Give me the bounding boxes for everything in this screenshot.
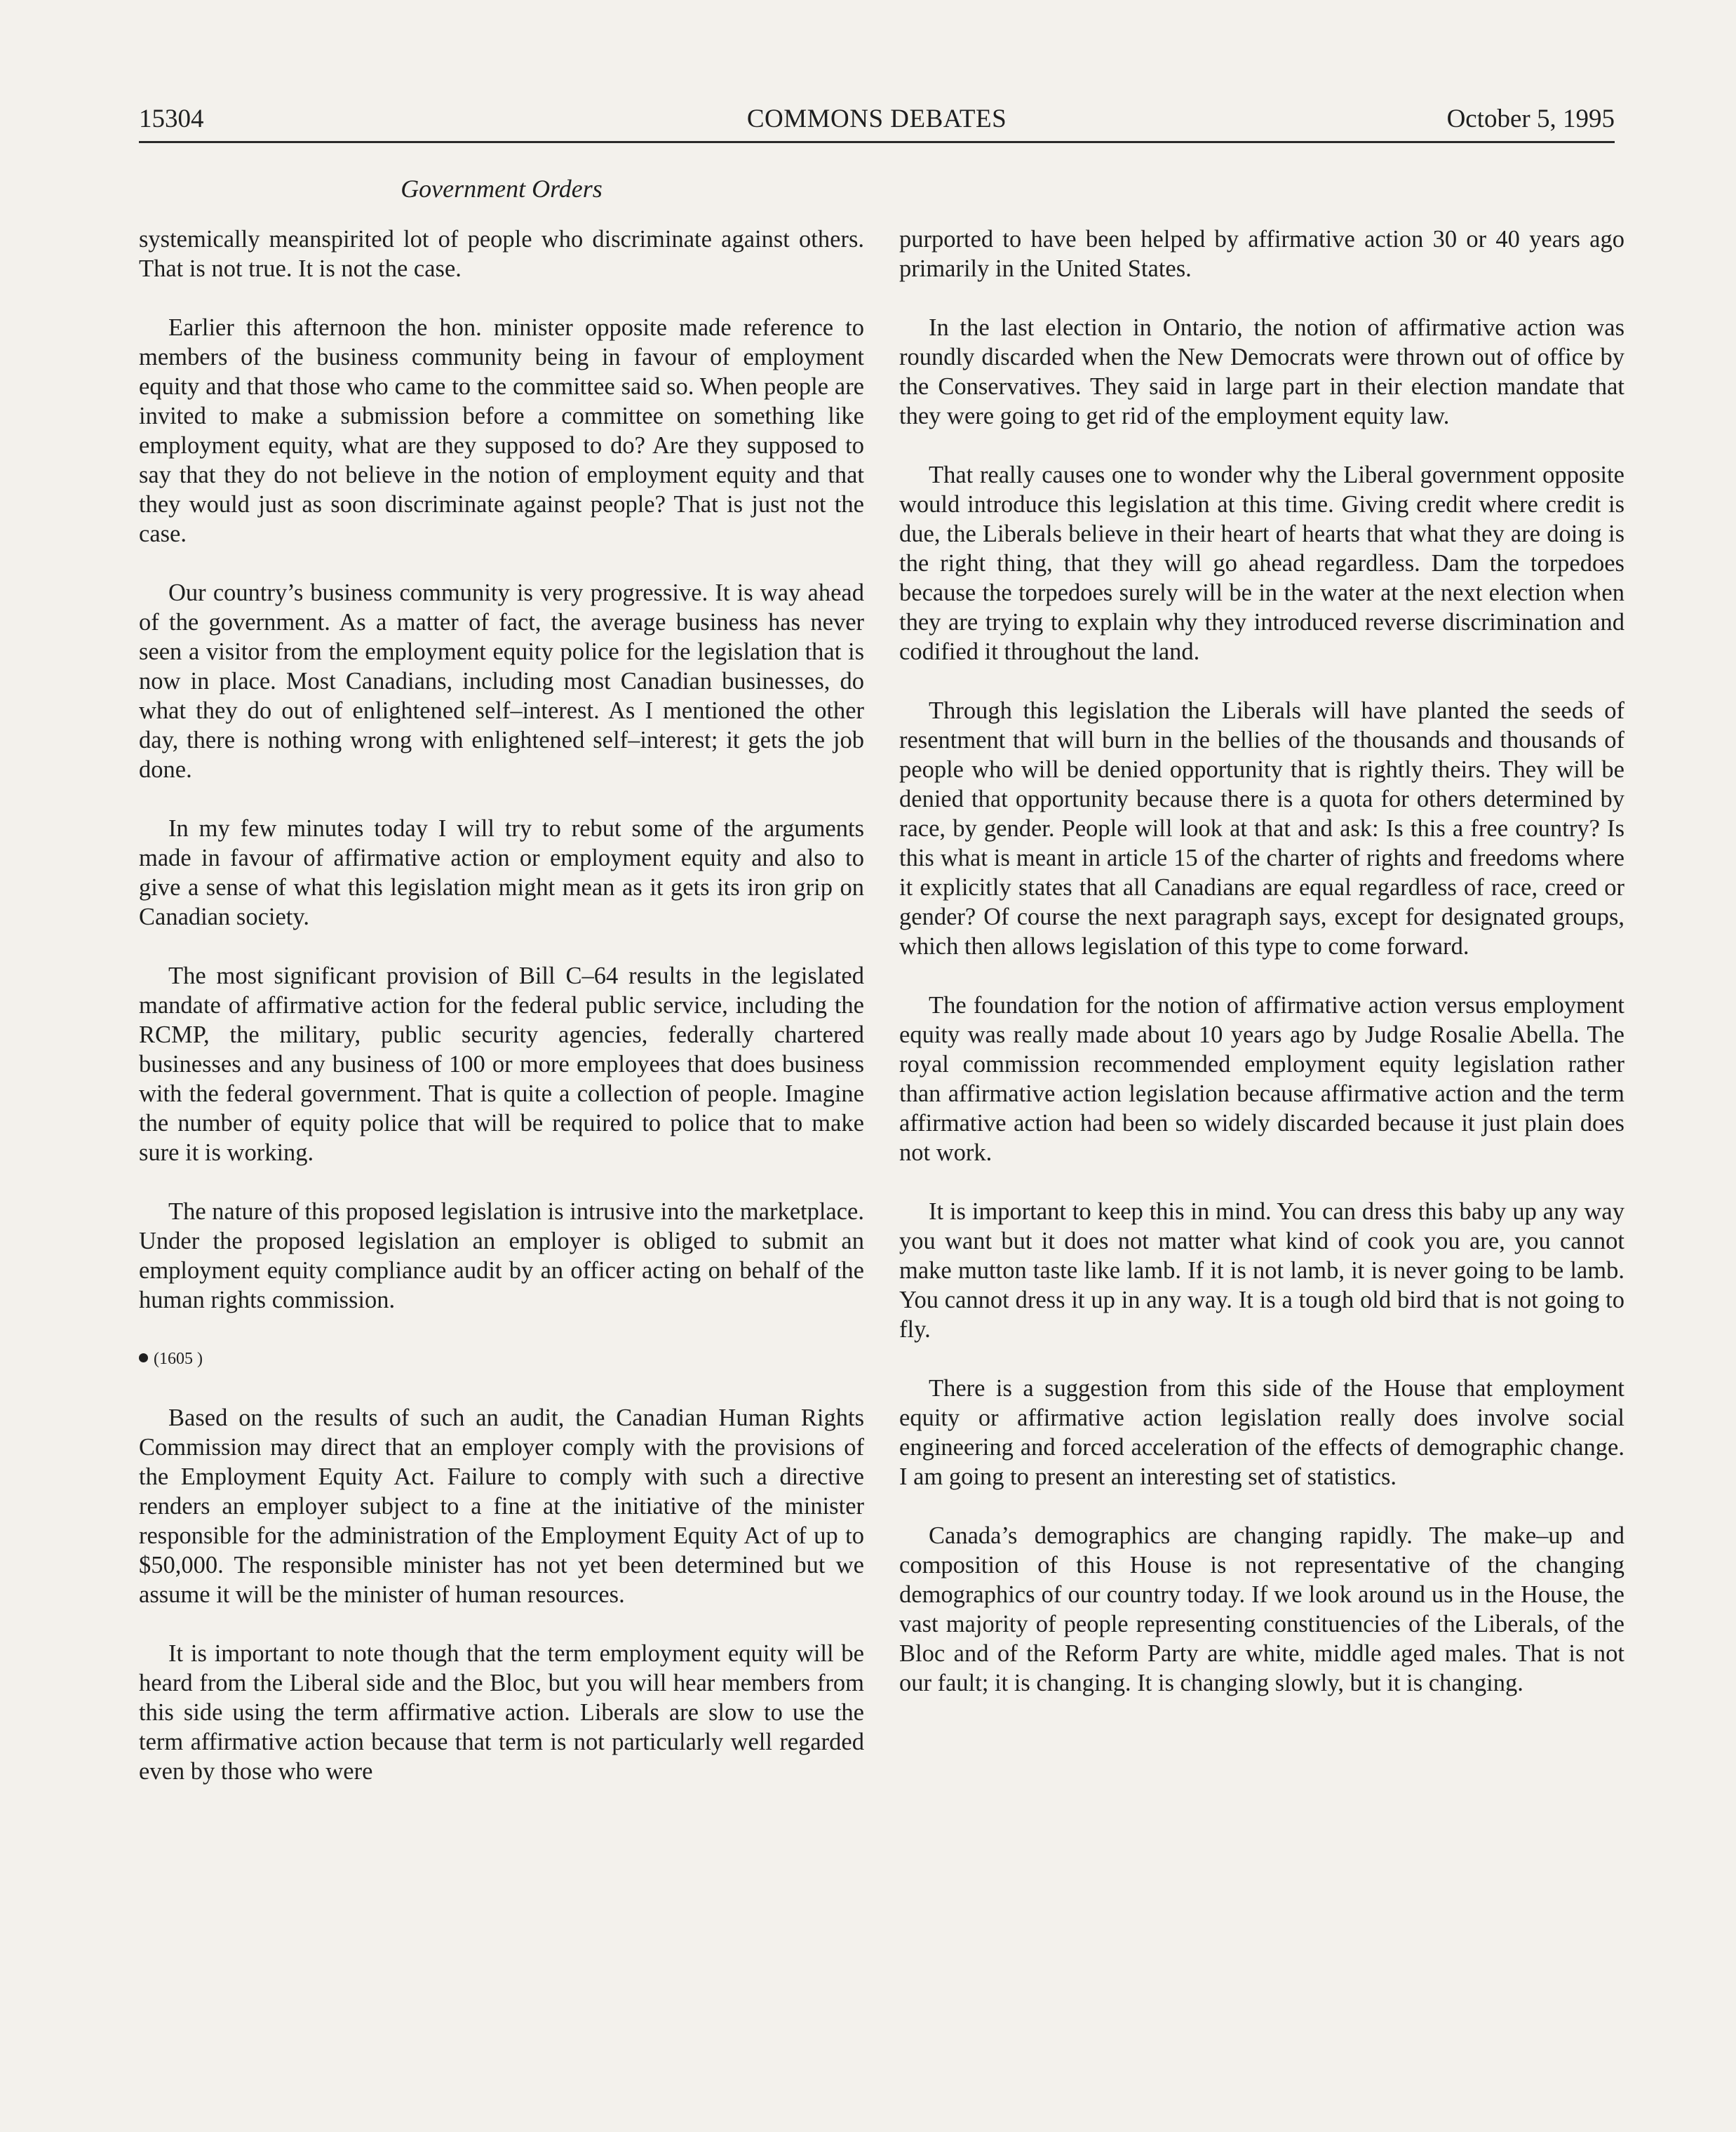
paragraph: That really causes one to wonder why the Liberal government opposite would introduce this legislation at this time. Giving credit where credit is due, the Liberals believe in their heart of hearts that what they are doing is the right thing, that they will go ahead regardless. Dam the torpedoes because the torpedoes surely will be in the water at the next election when they are trying to explain why they introduced reverse discrimination and codified it throughout the land. bbox=[899, 462, 1624, 665]
paragraph: Based on the results of such an audit, the Canadian Human Rights Commission may direct that an employer comply with the provisions of the Employment Equity Act. Failure to comply with such a directive renders an employer subject to a fine at the initiative of the minister responsible for the administration of the Employment Equity Act of up to $50,000. The responsible minister has not yet been determined but we assume it will be the minister of human resources. bbox=[139, 1404, 864, 1608]
page-number: 15304 bbox=[139, 105, 204, 133]
paragraph: It is important to keep this in mind. You can dress this baby up any way you want but it does not matter what kind of cook you are, you cannot make mutton taste like lamb. If it is not lamb, it is never going to be lamb. You cannot dress it up in any way. It is a tough old bird that is not going to fly. bbox=[899, 1198, 1624, 1343]
paragraph: The most significant provision of Bill C–64 results in the legislated mandate of affirmative action for the federal public service, including the RCMP, the military, public security agencies, federally chartered businesses and any business of 100 or more employees that does business with the federal government. That is quite a collection of people. Imagine the number of equity police that will be required to police that to make sure it is working. bbox=[139, 963, 864, 1166]
paragraph: purported to have been helped by affirmative action 30 or 40 years ago primarily in the United States. bbox=[899, 226, 1624, 282]
paragraph: Our country’s business community is very progressive. It is way ahead of the government. As a matter of fact, the average business has never seen a visitor from the employment equity police for the legislation that is now in place. Most Canadians, including most Canadian businesses, do what they do out of enlightened self–interest. As I mentioned the other day, there is nothing wrong with enlightened self–interest; it gets the job done. bbox=[139, 579, 864, 783]
bullet-icon bbox=[139, 1353, 148, 1362]
paragraph: In my few minutes today I will try to rebut some of the arguments made in favour of affirmative action or employment equity and also to give a sense of what this legislation might mean as it gets its iron grip on Canadian society. bbox=[139, 815, 864, 930]
publication-date: October 5, 1995 bbox=[1446, 105, 1615, 133]
paragraph: The foundation for the notion of affirmative action versus employment equity was really made about 10 years ago by Judge Rosalie Abella. The royal commission recommended employment equity legislation rather than affirmative action legislation because affirmative action and the term affirmative action had been so widely discarded because it just plain does not work. bbox=[899, 992, 1624, 1166]
running-header bbox=[139, 104, 1615, 138]
paragraph: Earlier this afternoon the hon. minister opposite made reference to members of the business community being in favour of employment equity and that those who came to the committee said so. When people are invited to make a submission before a committee on something like employment equity, what are they supposed to do? Are they supposed to say that they do not believe in the notion of employment equity and that they would just as soon discriminate against people? That is just not the case. bbox=[139, 314, 864, 547]
header-rule bbox=[139, 141, 1615, 143]
time-marker bbox=[139, 1344, 864, 1374]
paragraph: Canada’s demographics are changing rapidly. The make–up and composition of this House is not representative of the changing demographics of our country today. If we look around us in the House, the vast majority of people representing constituencies of the Liberals, of the Bloc and of the Reform Party are white, middle aged males. That is not our fault; it is changing. It is changing slowly, but it is changing. bbox=[899, 1522, 1624, 1696]
left-column bbox=[139, 224, 864, 1816]
time-marker-text: (1605 ) bbox=[154, 1350, 203, 1368]
paragraph: The nature of this proposed legislation is intrusive into the marketplace. Under the proposed legislation an employer is obliged to submit an employment equity compliance audit by an officer acting on behalf of the human rights commission. bbox=[139, 1198, 864, 1313]
paragraph: Through this legislation the Liberals will have planted the seeds of resentment that will burn in the bellies of the thousands and thousands of people who will be denied opportunity that is rightly theirs. They will be denied that opportunity because there is a quota for others determined by race, by gender. People will look at that and ask: Is this a free country? Is this what is meant in article 15 of the charter of rights and freedoms where it explicitly states that all Canadians are equal regardless of race, creed or gender? Of course the next paragraph says, except for designated groups, which then allows legislation of this type to come forward. bbox=[899, 697, 1624, 960]
publication-title: COMMONS DEBATES bbox=[746, 105, 1007, 133]
paragraph: There is a suggestion from this side of the House that employment equity or affirmative action legislation really does involve social engineering and forced acceleration of the effects of demographic change. I am going to present an interesting set of statistics. bbox=[899, 1375, 1624, 1490]
paragraph: systemically meanspirited lot of people who discriminate against others. That is not true. It is not the case. bbox=[139, 226, 864, 282]
paragraph: In the last election in Ontario, the notion of affirmative action was roundly discarded when the New Democrats were thrown out of office by the Conservatives. They said in large part in their election mandate that they were going to get rid of the employment equity law. bbox=[899, 314, 1624, 429]
paragraph: It is important to note though that the term employment equity will be heard from the Liberal side and the Bloc, but you will hear members from this side using the term affirmative action. Liberals are slow to use the term affirmative action because that term is not particularly well regarded even by those who were bbox=[139, 1640, 864, 1785]
section-label: Government Orders bbox=[401, 175, 603, 203]
right-column bbox=[899, 224, 1624, 1727]
